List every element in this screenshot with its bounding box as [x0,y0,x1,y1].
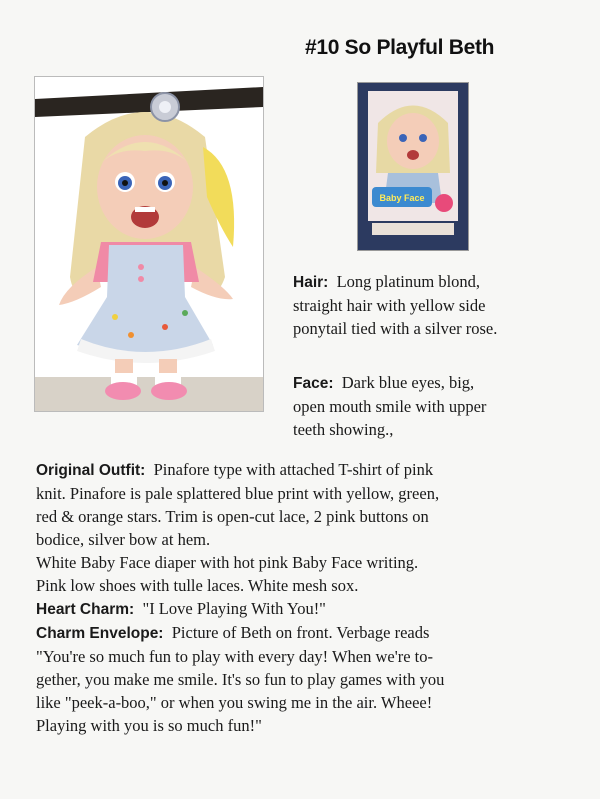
charm-envelope-label: Charm Envelope: [36,625,164,642]
hair-label: Hair: [293,274,329,291]
outfit-section [36,458,596,737]
face-section [293,371,593,441]
hair-section [293,270,593,340]
face-line: teeth showing., [293,420,394,439]
charm-envelope-line: like "peek-a-boo," or when you swing me in the air. Wheee! [36,693,433,712]
box-brand-logo: Baby Face [379,193,425,203]
hair-line: Long platinum blond, [336,272,481,291]
page-title: #10 So Playful Beth [305,36,495,59]
outfit-line: red & orange stars. Trim is open-cut lace, 2 pink buttons on [36,507,429,526]
face-label: Face: [293,375,334,392]
heart-charm-line [36,597,596,621]
boxed-doll-illustration [358,83,468,250]
doll-photo [34,76,264,412]
charm-envelope-line: Picture of Beth on front. Verbage reads [171,623,430,642]
face-line: open mouth smile with upper [293,397,487,416]
doll-photo-illustration [35,77,263,411]
outfit-line: knit. Pinafore is pale splattered blue print with yellow, green, [36,484,440,503]
charm-envelope-line: Playing with you is so much fun!" [36,716,262,735]
outfit-line: White Baby Face diaper with hot pink Baby Face writing. [36,553,419,572]
face-line: Dark blue eyes, big, [341,373,475,392]
charm-envelope-line: gether, you make me smile. It's so fun to play games with you [36,670,445,689]
outfit-line: bodice, silver bow at hem. [36,530,211,549]
outfit-line: Pink low shoes with tulle laces. White mesh sox. [36,576,359,595]
charm-envelope-line: "You're so much fun to play with every day! When we're to- [36,647,433,666]
boxed-doll-photo [357,82,469,251]
outfit-line: Pinafore type with attached T-shirt of pink [153,460,434,479]
heart-charm-text: "I Love Playing With You!" [142,599,326,618]
outfit-label: Original Outfit: [36,462,146,479]
hair-line: straight hair with yellow side [293,296,486,315]
heart-charm-label: Heart Charm: [36,601,135,618]
hair-line: ponytail tied with a silver rose. [293,319,498,338]
